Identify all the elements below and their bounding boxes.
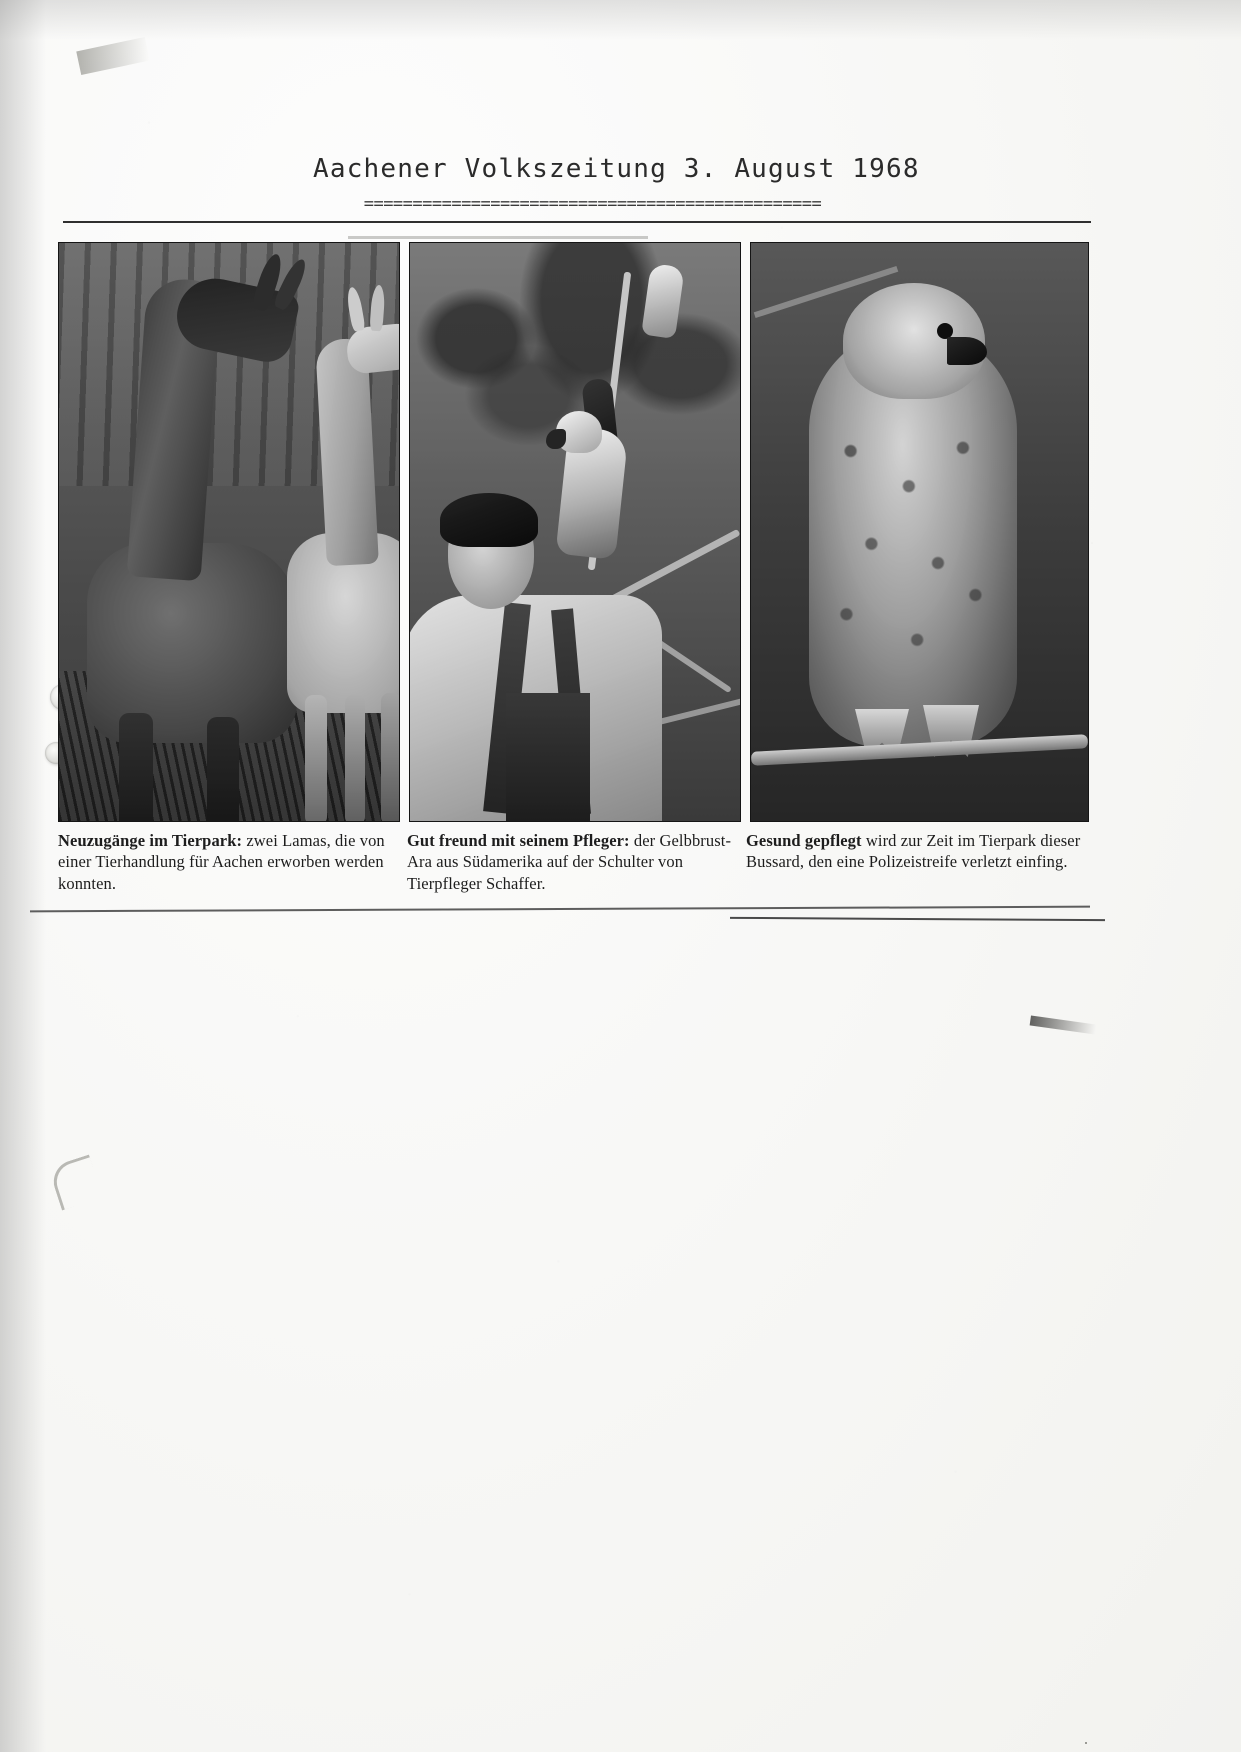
caption-llamas-body: zwei Lamas, die von einer Tierhandlung für Aachen erworben werden konnten. bbox=[58, 831, 385, 893]
keeper-overall-bib bbox=[506, 693, 590, 822]
clipping-bottom-rule bbox=[30, 906, 1090, 913]
buzzard-plumage-speckles bbox=[809, 403, 1017, 723]
buzzard-beak bbox=[947, 337, 987, 365]
clipping-top-rule bbox=[63, 221, 1091, 223]
light-llama-leg-one bbox=[305, 695, 327, 822]
light-llama-leg-two bbox=[345, 695, 365, 822]
newspaper-clipping bbox=[58, 118, 1092, 918]
caption-buzzard-lead: Gesund gepflegt bbox=[746, 831, 862, 850]
caption-keeper-macaw bbox=[407, 830, 737, 894]
caption-llamas bbox=[58, 830, 398, 894]
typed-divider-rule: =============================================== bbox=[363, 194, 822, 214]
macaw-beak bbox=[546, 429, 566, 449]
caption-llamas-lead: Neuzugänge im Tierpark: bbox=[58, 831, 243, 850]
dark-llama-leg-rear bbox=[207, 717, 239, 822]
caption-row bbox=[58, 830, 1092, 894]
scan-artifact-tick bbox=[1085, 1742, 1087, 1744]
source-line: Aachener Volkszeitung 3. August 1968 bbox=[313, 154, 920, 184]
light-llama-leg-three bbox=[381, 693, 400, 822]
photo-keeper-macaw bbox=[409, 242, 741, 822]
caption-buzzard-body: wird zur Zeit im Tierpark dieser Bussard, den eine Polizeistreife verletzt einfing. bbox=[746, 831, 1081, 872]
clipping-tape-line bbox=[348, 236, 648, 239]
scan-artifact-arc bbox=[48, 1154, 103, 1210]
scan-edge-shadow-left bbox=[0, 0, 46, 1752]
scan-artifact-scratch bbox=[1030, 1015, 1097, 1034]
scan-artifact-corner-scratch bbox=[76, 37, 149, 75]
photo-llamas bbox=[58, 242, 400, 822]
caption-keeper-body: der Gelbbrust-Ara aus Südamerika auf der Schulter von Tierpfleger Schaffer. bbox=[407, 831, 732, 893]
photo-row bbox=[58, 242, 1092, 822]
keeper-hair bbox=[440, 493, 538, 547]
caption-buzzard bbox=[746, 830, 1083, 894]
clipping-bottom-rule-secondary bbox=[730, 917, 1105, 921]
dark-llama-leg-front bbox=[119, 713, 153, 822]
photo-buzzard bbox=[750, 242, 1089, 822]
caption-keeper-lead: Gut freund mit seinem Pfleger: bbox=[407, 831, 630, 850]
scan-edge-shadow-top bbox=[0, 0, 1241, 40]
